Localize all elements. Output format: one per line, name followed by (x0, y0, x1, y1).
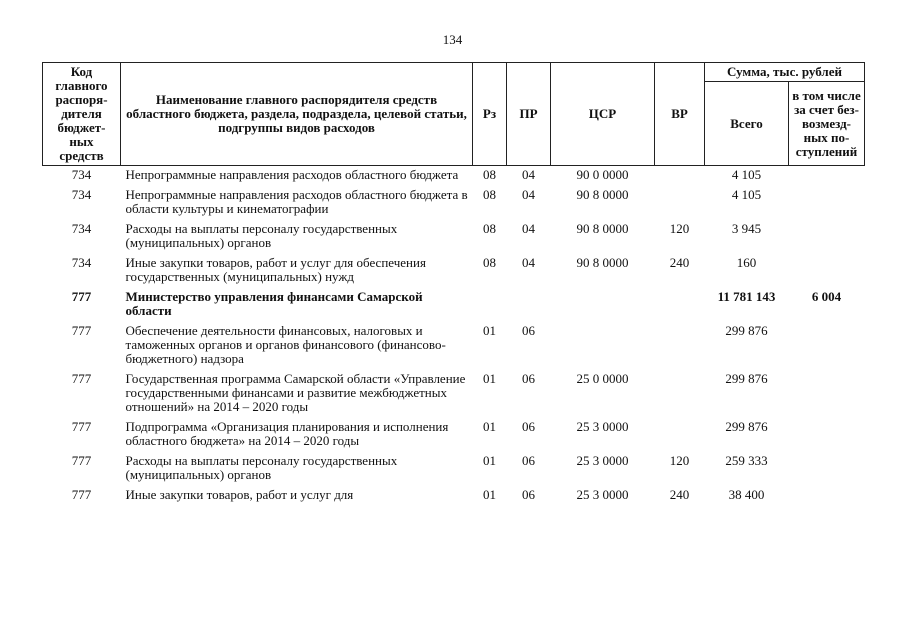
cell-csr (551, 288, 655, 322)
cell-name: Подпрограмма «Организация планирования и исполнения областного бюджета» на 2014 – 2020 годы (125, 419, 449, 448)
cell-name: Иные закупки товаров, работ и услуг для обеспечения государственных (муниципальных) нужд (125, 255, 426, 284)
cell-csr: 25 3 0000 (576, 487, 629, 502)
cell-grants (789, 486, 865, 506)
cell-rz: 01 (483, 323, 496, 338)
cell-name: Расходы на выплаты персоналу государственных (муниципальных) органов (125, 453, 398, 482)
cell-rz: 08 (483, 255, 496, 270)
cell-pr (507, 288, 551, 322)
cell-code: 734 (71, 187, 92, 202)
cell-pr: 06 (522, 487, 535, 502)
cell-csr: 25 3 0000 (576, 419, 629, 434)
table-row (43, 186, 865, 220)
header-rz: Рз (473, 63, 507, 166)
cell-grants (789, 254, 865, 288)
cell-total: 4 105 (731, 187, 762, 202)
cell-vr (655, 418, 705, 452)
cell-name: Обеспечение деятельности финансовых, налоговых и таможенных органов и органов финансового (финансово-бюджетного) надзора (125, 323, 446, 366)
cell-vr (655, 186, 705, 220)
table-row (43, 322, 865, 370)
cell-name: Иные закупки товаров, работ и услуг для (125, 487, 354, 502)
cell-pr: 06 (522, 453, 535, 468)
cell-total: 259 333 (725, 453, 768, 468)
cell-total: 299 876 (725, 419, 768, 434)
cell-pr: 04 (522, 187, 535, 202)
header-vr: ВР (655, 63, 705, 166)
cell-total: 299 876 (725, 371, 768, 386)
cell-grants (789, 418, 865, 452)
table-row (43, 254, 865, 288)
cell-vr (655, 288, 705, 322)
cell-code: 777 (71, 323, 92, 338)
cell-code: 777 (71, 289, 92, 304)
cell-vr (655, 322, 705, 370)
cell-total: 11 781 143 (717, 289, 776, 304)
cell-grants (789, 186, 865, 220)
cell-pr: 06 (522, 323, 535, 338)
header-sum: Сумма, тыс. рублей (705, 63, 865, 82)
cell-rz: 08 (483, 187, 496, 202)
header-name: Наименование главного распорядителя средств областного бюджета, раздела, подраздела, целевой статьи, подгруппы видов расходов (121, 63, 473, 166)
cell-vr: 120 (669, 221, 690, 236)
cell-total: 38 400 (728, 487, 765, 502)
cell-total: 3 945 (731, 221, 762, 236)
cell-rz: 01 (483, 453, 496, 468)
cell-code: 734 (71, 221, 92, 236)
table-row (43, 418, 865, 452)
cell-pr: 04 (522, 255, 535, 270)
cell-pr: 04 (522, 167, 535, 182)
table-row (43, 288, 865, 322)
header-code: Код главного распоря-дителя бюджет-ных средств (43, 63, 121, 166)
table-body (43, 166, 865, 507)
table-row (43, 370, 865, 418)
cell-rz: 01 (483, 371, 496, 386)
cell-rz: 01 (483, 419, 496, 434)
cell-csr: 90 8 0000 (576, 255, 629, 270)
cell-code: 734 (71, 167, 92, 182)
cell-grants: 6 004 (811, 289, 842, 304)
budget-table (42, 62, 865, 506)
cell-rz (473, 288, 507, 322)
cell-vr (655, 370, 705, 418)
cell-grants (789, 220, 865, 254)
cell-csr: 90 8 0000 (576, 221, 629, 236)
table-row (43, 452, 865, 486)
cell-csr: 25 3 0000 (576, 453, 629, 468)
cell-vr: 120 (669, 453, 690, 468)
cell-csr: 90 8 0000 (576, 187, 629, 202)
cell-vr: 240 (669, 255, 690, 270)
cell-total: 4 105 (731, 167, 762, 182)
header-csr: ЦСР (551, 63, 655, 166)
table-row (43, 486, 865, 506)
header-total: Всего (705, 82, 789, 166)
cell-pr: 04 (522, 221, 535, 236)
header-grants: в том числе за счет без-возмезд-ных по-ступлений (789, 82, 865, 166)
cell-rz: 08 (483, 167, 496, 182)
cell-csr: 25 0 0000 (576, 371, 629, 386)
header-pr: ПР (507, 63, 551, 166)
cell-grants (789, 166, 865, 187)
cell-grants (789, 452, 865, 486)
table-row (43, 220, 865, 254)
cell-vr (655, 166, 705, 187)
cell-code: 777 (71, 371, 92, 386)
cell-csr: 90 0 0000 (576, 167, 629, 182)
cell-pr: 06 (522, 371, 535, 386)
table-header (43, 63, 865, 166)
cell-code: 734 (71, 255, 92, 270)
cell-csr (551, 322, 655, 370)
cell-vr: 240 (669, 487, 690, 502)
cell-pr: 06 (522, 419, 535, 434)
cell-rz: 08 (483, 221, 496, 236)
cell-total: 299 876 (725, 323, 768, 338)
cell-total: 160 (736, 255, 757, 270)
table-row (43, 166, 865, 187)
cell-name: Министерство управления финансами Самарской области (125, 289, 423, 318)
cell-name: Государственная программа Самарской области «Управление государственными финансами и развитие межбюджетных отношений» на 2014 – 2020 годы (125, 371, 466, 414)
cell-code: 777 (71, 453, 92, 468)
page-number: 134 (442, 32, 463, 47)
cell-name: Расходы на выплаты персоналу государственных (муниципальных) органов (125, 221, 398, 250)
cell-grants (789, 370, 865, 418)
cell-grants (789, 322, 865, 370)
cell-name: Непрограммные направления расходов областного бюджета (125, 167, 459, 182)
cell-rz: 01 (483, 487, 496, 502)
cell-code: 777 (71, 487, 92, 502)
cell-name: Непрограммные направления расходов областного бюджета в области культуры и кинематографии (125, 187, 468, 216)
cell-code: 777 (71, 419, 92, 434)
